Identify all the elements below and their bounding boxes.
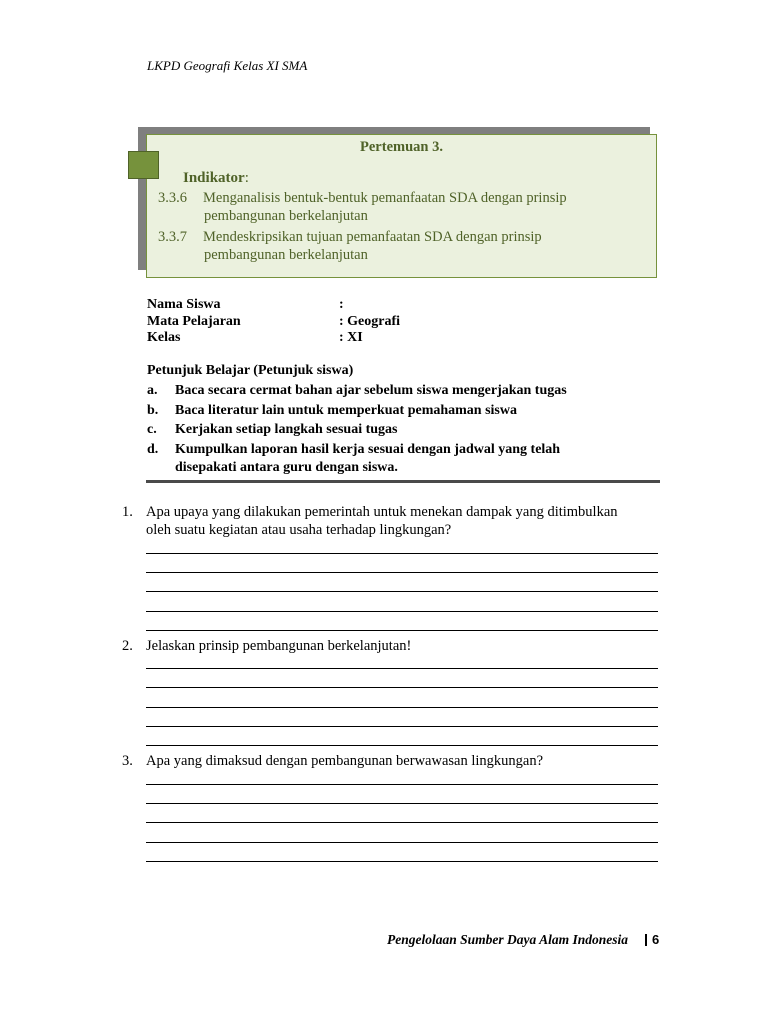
answer-line[interactable] bbox=[146, 861, 658, 862]
footer-separator bbox=[645, 934, 647, 946]
question-3: 3. Apa yang dimaksud dengan pembangunan berwawasan lingkungan? bbox=[122, 753, 544, 769]
answer-line[interactable] bbox=[146, 591, 658, 592]
info-value-mapel: : Geografi bbox=[339, 314, 401, 329]
info-label-kelas: Kelas bbox=[147, 330, 181, 345]
info-value-nama: : bbox=[339, 297, 344, 312]
instruction-step: d. Kumpulkan laporan hasil kerja sesuai dengan jadwal yang telah bbox=[147, 442, 561, 457]
answer-line[interactable] bbox=[146, 745, 658, 746]
petunjuk-title: Petunjuk Belajar (Petunjuk siswa) bbox=[147, 363, 354, 378]
answer-line[interactable] bbox=[146, 687, 658, 688]
instruction-step: b. Baca literatur lain untuk memperkuat pemahaman siswa bbox=[147, 403, 517, 418]
indikator-item: 3.3.7 Mendeskripsikan tujuan pemanfaatan SDA dengan prinsip bbox=[158, 229, 542, 245]
question-1: 1. Apa upaya yang dilakukan pemerintah untuk menekan dampak yang ditimbulkan bbox=[122, 504, 618, 520]
question-1-cont: oleh suatu kegiatan atau usaha terhadap lingkungan? bbox=[146, 522, 452, 538]
section-divider bbox=[146, 480, 660, 483]
document-header: LKPD Geografi Kelas XI SMA bbox=[147, 58, 308, 73]
instruction-step: c. Kerjakan setiap langkah sesuai tugas bbox=[147, 422, 398, 437]
answer-line[interactable] bbox=[146, 842, 658, 843]
answer-line[interactable] bbox=[146, 784, 658, 785]
answer-line[interactable] bbox=[146, 553, 658, 554]
indikator-item: 3.3.6 Menganalisis bentuk-bentuk pemanfaatan SDA dengan prinsip bbox=[158, 190, 567, 206]
info-label-nama: Nama Siswa bbox=[147, 297, 221, 312]
answer-line[interactable] bbox=[146, 707, 658, 708]
footer-title: Pengelolaan Sumber Daya Alam Indonesia bbox=[387, 932, 629, 947]
question-2: 2. Jelaskan prinsip pembangunan berkelanjutan! bbox=[122, 638, 412, 654]
answer-line[interactable] bbox=[146, 803, 658, 804]
answer-line[interactable] bbox=[146, 572, 658, 573]
page-number: 6 bbox=[652, 932, 660, 947]
pertemuan-title: Pertemuan 3. bbox=[360, 139, 443, 155]
answer-line[interactable] bbox=[146, 630, 658, 631]
indikator-item-cont: pembangunan berkelanjutan bbox=[204, 247, 368, 263]
answer-line[interactable] bbox=[146, 726, 658, 727]
instruction-step: a. Baca secara cermat bahan ajar sebelum siswa mengerjakan tugas bbox=[147, 383, 567, 398]
info-value-kelas: : XI bbox=[339, 330, 363, 345]
answer-line[interactable] bbox=[146, 822, 658, 823]
answer-line[interactable] bbox=[146, 668, 658, 669]
indikator-label: Indikator: bbox=[183, 170, 249, 186]
instruction-step-cont: disepakati antara guru dengan siswa. bbox=[175, 460, 398, 475]
indikator-item-cont: pembangunan berkelanjutan bbox=[204, 208, 368, 224]
info-label-mapel: Mata Pelajaran bbox=[147, 314, 241, 329]
answer-line[interactable] bbox=[146, 611, 658, 612]
